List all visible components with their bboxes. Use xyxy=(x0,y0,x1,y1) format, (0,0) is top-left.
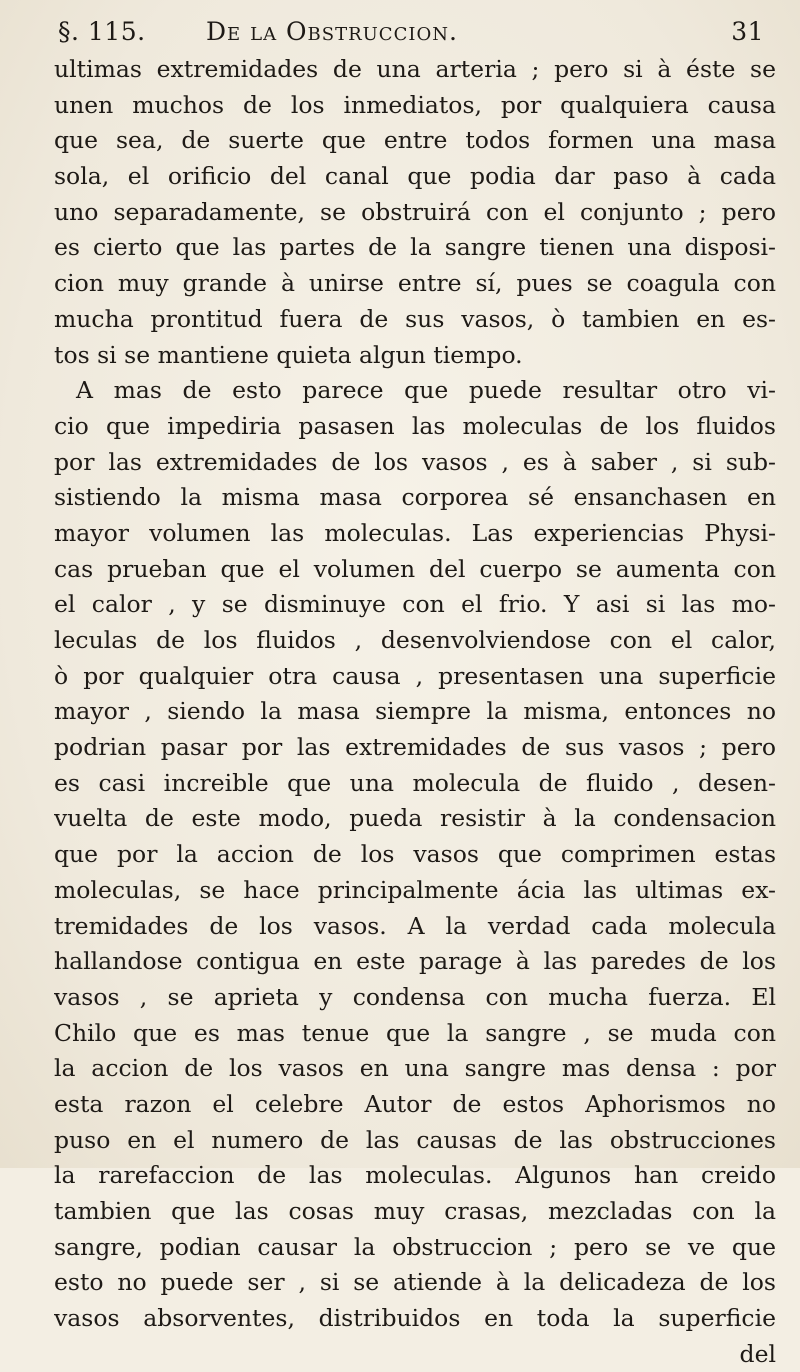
text-line: sangre, podian causar la obstruccion ; pero se ve que xyxy=(54,1232,776,1261)
text-line: la accion de los vasos en una sangre mas densa : por xyxy=(54,1054,776,1083)
text-line: sistiendo la misma masa corporea sé ensanchasen en xyxy=(54,483,776,512)
text-line: que sea, de suerte que entre todos formen una masa xyxy=(54,126,776,155)
text-line: cio que impediria pasasen las moleculas de los fluidos xyxy=(54,411,776,440)
text-line: tremidades de los vasos. A la verdad cada molecula xyxy=(54,911,776,940)
text-line: moleculas, se hace principalmente ácia las ultimas ex- xyxy=(54,875,776,904)
text-line: esto no puede ser , si se atiende à la delicadeza de los xyxy=(54,1268,776,1297)
catchword: del xyxy=(739,1339,776,1368)
text-line: vasos , se aprieta y condensa con mucha fuerza. El xyxy=(54,982,776,1011)
text-line: cion muy grande à unirse entre sí, pues se coagula con xyxy=(54,269,776,298)
text-line: mayor , siendo la masa siempre la misma, entonces no xyxy=(54,697,776,726)
text-line: puso en el numero de las causas de las obstrucciones xyxy=(54,1125,776,1154)
page-number: 31 xyxy=(731,17,764,46)
text-line: tos si se mantiene quieta algun tiempo. xyxy=(54,340,523,369)
body-text xyxy=(54,52,776,1372)
text-line: Chilo que es mas tenue que la sangre , se muda con xyxy=(54,1018,776,1047)
running-header xyxy=(58,12,764,52)
text-line: A mas de esto parece que puede resultar otro vi- xyxy=(76,376,776,405)
text-line: ultimas extremidades de una arteria ; pero si à éste se xyxy=(54,55,776,83)
text-line: el calor , y se disminuye con el frio. Y asi si las mo- xyxy=(54,590,776,619)
text-line: unen muchos de los inmediatos, por qualquiera causa xyxy=(54,90,776,119)
text-line: uno separadamente, se obstruirá con el conjunto ; pero xyxy=(54,197,776,226)
text-line: leculas de los fluidos , desenvolviendose con el calor, xyxy=(54,626,776,654)
text-line: hallandose contigua en este parage à las paredes de los xyxy=(54,947,776,976)
text-line: esta razon el celebre Autor de estos Aphorismos no xyxy=(54,1089,776,1118)
text-line: ò por qualquier otra causa , presentasen una superficie xyxy=(54,661,776,690)
text-line: la rarefaccion de las moleculas. Algunos han creido xyxy=(54,1161,776,1190)
text-line: tambien que las cosas muy crasas, mezcladas con la xyxy=(54,1197,776,1225)
text-line: que por la accion de los vasos que comprimen estas xyxy=(54,840,776,869)
text-line: vuelta de este modo, pueda resistir à la condensacion xyxy=(54,804,776,833)
text-line: vasos absorventes, distribuidos en toda la superficie xyxy=(54,1304,776,1333)
running-title: De la Obstruccion. xyxy=(206,17,458,46)
text-line: mayor volumen las moleculas. Las experiencias Physi- xyxy=(54,518,776,547)
text-line: mucha prontitud fuera de sus vasos, ò tambien en es- xyxy=(54,304,776,333)
text-line: por las extremidades de los vasos , es à saber , si sub- xyxy=(54,447,776,476)
text-line: es casi increible que una molecula de fluido , desen- xyxy=(54,768,776,797)
text-line: cas prueban que el volumen del cuerpo se aumenta con xyxy=(54,554,776,583)
text-line: podrian pasar por las extremidades de sus vasos ; pero xyxy=(54,733,776,762)
section-number: §. 115. xyxy=(58,17,146,46)
text-line: es cierto que las partes de la sangre tienen una disposi- xyxy=(54,233,776,262)
text-line: sola, el orificio del canal que podia dar paso à cada xyxy=(54,162,776,191)
